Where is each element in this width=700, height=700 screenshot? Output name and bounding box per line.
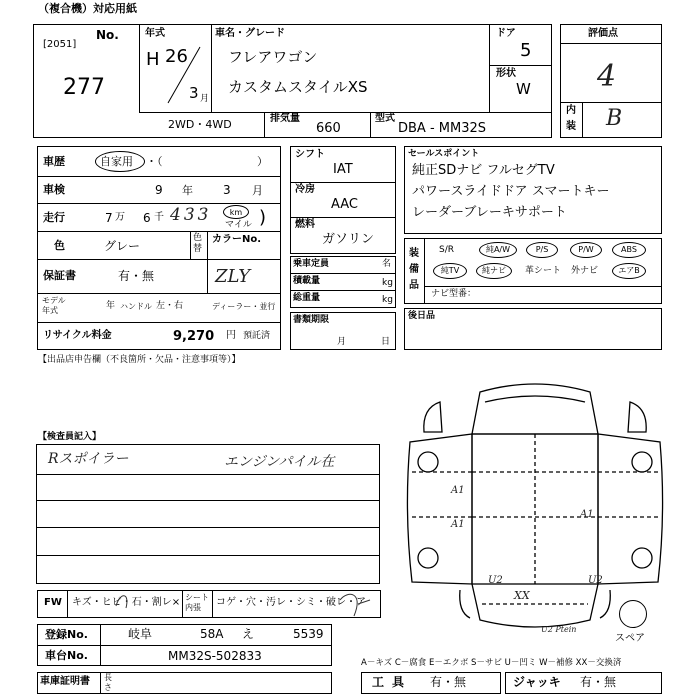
mark-u2-ptein: U2 Ptein [541,625,577,634]
registration-pref: 岐阜 [128,627,153,641]
shape-value: W [516,80,531,98]
history-circle [95,151,145,172]
fw-handwriting [108,586,388,626]
mark-u2-2: U2 [588,575,603,586]
displacement-value: 660 [316,121,341,136]
weight-label: 総重量 [293,293,321,303]
ac-value: AAC [331,197,358,212]
recycle-value: 9,270 [173,329,215,344]
history-close: ） [257,155,268,168]
weight-unit: kg [382,295,393,305]
registration-kana: え [242,627,255,641]
inspector-caption: 【検査員記入】 [38,432,102,442]
equip-abs: ABS [612,242,646,258]
equip-ps: P/S [526,242,558,258]
load-label: 積載量 [293,276,321,286]
damage-legend: A－キズ C－腐食 E－エクボ S－サビ U－凹ミ W－補修 XX－交換済 [361,658,622,668]
lot-code: [2051] [43,39,77,50]
fw-seat-label: シート 内張 [185,593,209,612]
notes-caption: 【出品店申告欄（不良箇所・欠品・注意事項等）】 [38,355,241,365]
model-year-lr: 左・右 [156,301,184,311]
inspector-note-2: エンジンパイル在 [224,454,335,470]
equip-leather: 革シート [525,266,562,276]
mark-u2-1: U2 [488,575,503,586]
recycle-deposit: 預託済 [243,331,271,341]
arrival-label: 後日品 [408,311,436,321]
mileage-man: 7 [105,211,113,225]
mileage-km-circle: km [223,205,249,219]
year-month: 3 [189,84,199,102]
docs-day: 日 [381,337,391,347]
inspection-month: 3 [223,183,231,197]
recycle-unit: 円 [226,330,236,341]
rating-label: 評価点 [588,28,618,39]
fuel-label: 燃料 [295,219,315,230]
inspection-year-unit: 年 [182,184,193,197]
mark-a1-1: A1 [451,485,465,496]
drive: 2WD・4WD [168,118,232,131]
tools-label: 工具 [372,675,413,689]
model-year-l1: モデル [42,296,66,305]
mileage-sen: 6 [143,211,151,225]
year-month-unit: 月 [200,94,210,104]
inspection-label: 車検 [43,183,65,196]
mark-a1-2: A1 [451,519,465,530]
spare-label: スペア [615,633,645,644]
car-name: フレアワゴン [228,48,318,66]
equip-aw: 純A/W [479,242,517,258]
year-era: H [146,49,160,70]
displacement-label: 排気量 [270,113,300,124]
mileage-rest: 433 [170,205,212,225]
history-value: 自家用 [100,155,133,168]
mileage-man-unit: 万 [115,212,125,223]
inspection-month-unit: 月 [252,184,263,197]
fw-label: FW [44,597,62,608]
mileage-label: 走行 [43,211,65,224]
spare-tire-icon [619,600,647,628]
model-year-y: 年 [106,301,116,311]
equip-pw: P/W [570,242,602,258]
fw-items: キズ・ヒビ・石・割レ× [72,597,181,608]
sales-point-2: パワースライドドア スマートキー [412,184,610,199]
top-note: （複合機）対応用紙 [38,2,137,15]
lot-label: No. [96,28,119,42]
sales-point-1: 純正SDナビ フルセグTV [412,163,555,178]
year-label: 年式 [145,28,165,39]
certificate-l: 長 [104,673,112,682]
color-no-value: ZLY [215,266,251,287]
equip-airbag: エアB [612,263,646,279]
equip-nav: 純ナビ [476,263,512,279]
shape-label: 形状 [496,68,516,79]
history-sep: ・（ [146,155,163,168]
equipment-label-3: 品 [409,280,419,291]
equipment-label-1: 装 [409,248,419,259]
registration-label: 登録No. [45,628,88,641]
lot-number: 277 [63,75,105,100]
interior-label-1: 内 [566,105,576,116]
fw-seat-items: コゲ・穴・汚レ・シミ・破レ・ア [216,597,366,608]
equip-sr: S/R [439,245,454,255]
model-value: DBA - MM32S [398,121,487,136]
jack-label: ジャッキ [513,675,561,689]
equipment-label-2: 備 [409,264,419,275]
equip-nav-model: ナビ型番： [431,289,477,299]
tools-value: 有・無 [430,675,467,689]
certificate-w: さ [104,683,112,692]
ac-label: 冷房 [295,184,315,195]
recycle-label: リサイクル料金 [43,330,112,341]
mark-xx: XX [514,589,530,602]
certificate-label: 車庫証明書 [40,676,90,687]
model-year-l2: 年式 [42,306,58,315]
registration-number: 5539 [293,627,324,641]
car-grade: カスタムスタイルXS [228,78,368,96]
color-label: 色 [54,239,65,252]
fuel-value: ガソリン [322,232,375,247]
color-no-label: カラーNo. [212,234,262,245]
mark-a1-3: A1 [580,509,594,520]
doors-value: 5 [520,40,532,61]
arrival-box [404,308,662,350]
interior-value: B [606,106,623,131]
shift-value: IAT [333,162,353,177]
warranty-value: 有・無 [118,269,155,283]
year-value: 26 [165,46,188,67]
capacity-unit: 名 [382,259,392,269]
mileage-mile: マイル [225,220,252,230]
load-unit: kg [382,278,393,288]
sales-points-label: セールスポイント [408,149,480,159]
inspector-note-1: Rスポイラー [48,451,129,467]
model-label: 型式 [375,113,395,124]
docs-month: 月 [337,337,347,347]
rating-value: 4 [597,59,617,94]
registration-class: 58A [200,627,224,641]
color-change-label: 色替 [193,233,203,254]
doors-label: ドア [496,28,516,39]
mileage-paren: ) [259,207,267,228]
chassis-value: MM32S-502833 [168,649,262,663]
model-year-handle: ハンドル [120,302,152,311]
jack-value: 有・無 [580,675,617,689]
sales-point-3: レーダーブレーキサポート [412,205,567,220]
equip-tv: 純TV [433,263,467,279]
model-year-dealer: ディーラー・並行 [212,302,276,311]
docs-label: 書類期限 [293,315,330,325]
color-value: グレー [104,239,141,253]
shift-label: シフト [295,149,325,160]
warranty-label: 保証書 [43,269,76,282]
mileage-sen-unit: 千 [154,212,164,223]
car-name-label: 車名・グレード [215,28,285,39]
interior-label-2: 装 [566,121,576,132]
chassis-label: 車台No. [45,649,88,662]
capacity-label: 乗車定員 [293,259,330,269]
inspection-year: 9 [155,183,163,197]
equip-ext-nav: 外ナビ [571,266,599,276]
history-label: 車歴 [43,155,65,168]
